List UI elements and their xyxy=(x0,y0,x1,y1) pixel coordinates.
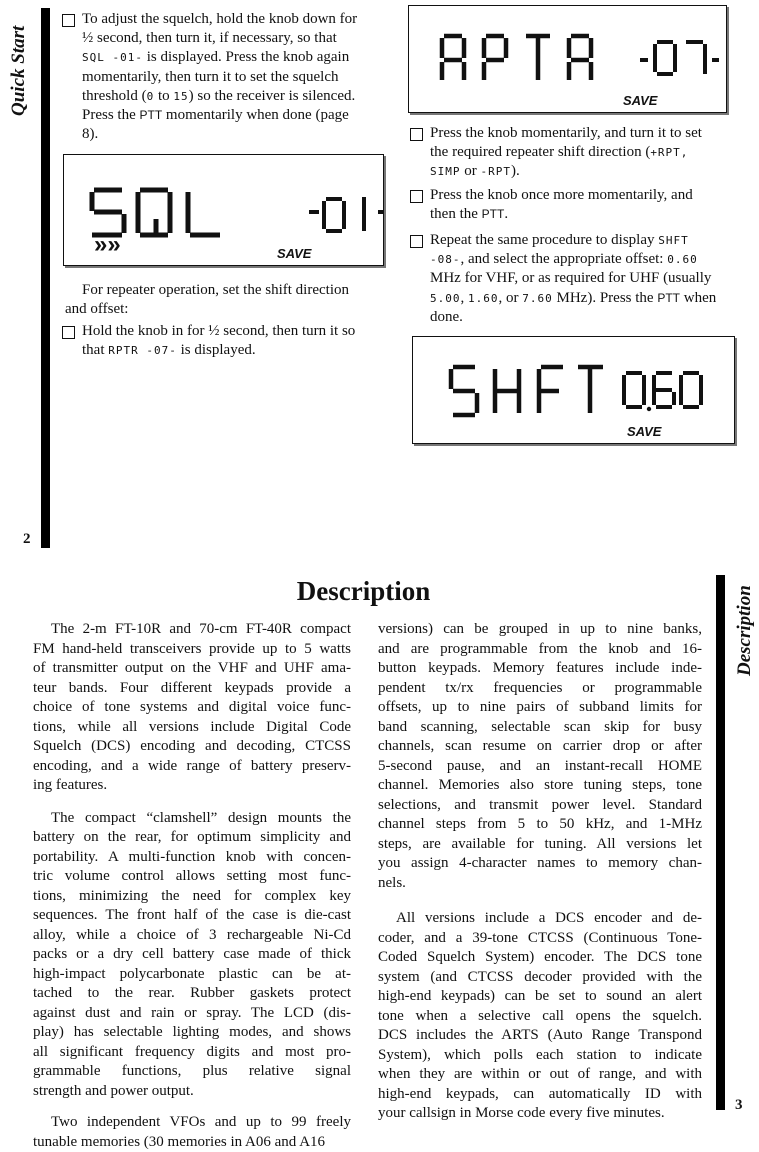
paragraph-line: pendent tx/rx frequencies or programmable xyxy=(378,679,702,699)
step1-line-e1: threshold ( xyxy=(82,88,147,104)
step2-line-b2: is displayed. xyxy=(177,342,256,358)
page-number-right: 3 xyxy=(735,1097,743,1114)
paragraph-line: system (and CTCSS decoder provided with the xyxy=(378,968,702,988)
step5-line-d2: , or xyxy=(499,290,523,306)
step1-line-b: ½ second, then turn it, if necessary, so that xyxy=(82,29,392,48)
description-title: Description xyxy=(0,576,727,607)
lcd-shft-display xyxy=(412,336,735,444)
checkbox-icon xyxy=(410,128,423,141)
paragraph-line: button keypads. Memory features include inde- xyxy=(378,659,702,679)
lcd-signal-arrows: »» xyxy=(94,231,121,259)
step1-line-d: momentarily, then turn it to set the squelch xyxy=(82,68,392,87)
seg-08: -08- xyxy=(430,253,461,266)
paragraph-line: channel. Memories also store tuning steps, tone xyxy=(378,776,702,796)
checkbox-icon xyxy=(62,14,75,27)
step2-line-b1: that xyxy=(82,342,108,358)
paragraph-line: battery on the rear, for optimum simplicity and xyxy=(33,828,351,848)
page-number-left: 2 xyxy=(23,531,31,548)
seg-plus-rpt: +RPT, xyxy=(650,146,688,159)
quick-start-rail xyxy=(41,8,50,548)
step4-line-b1: then the xyxy=(430,206,482,222)
step-press-once-more xyxy=(410,186,740,224)
lcd-rptr-display xyxy=(408,5,727,113)
seg-minus-rpt: -RPT xyxy=(481,165,512,178)
seg-fifteen: 15 xyxy=(173,90,188,103)
step5-line-d4: when xyxy=(680,290,716,306)
description-left-column xyxy=(33,620,351,1152)
ptt-label: PTT xyxy=(657,291,680,305)
paragraph-line: your callsign in Morse code every five minutes. xyxy=(378,1104,702,1124)
paragraph-line: Coded Squelch System) encoder. The DCS tone xyxy=(378,948,702,968)
paragraph-line: high-impact polycarbonate plastic can be at- xyxy=(33,965,351,985)
seg-500: 5.00 xyxy=(430,292,461,305)
paragraph-line: tric volume control allows setting most func- xyxy=(33,867,351,887)
ptt-label: PTT xyxy=(482,207,505,221)
seg-zero: 0 xyxy=(147,90,155,103)
seg-160: 1.60 xyxy=(468,292,499,305)
lcd-rptr-segments xyxy=(409,6,726,112)
seg-060: 0.60 xyxy=(667,253,698,266)
paragraph-line: The 2-m FT-10R and 70-cm FT-40R compact xyxy=(33,620,351,640)
paragraph-line: Two independent VFOs and up to 99 freely xyxy=(33,1113,351,1133)
description-side-label: Description xyxy=(734,585,756,676)
paragraph-line: tached to the rear. Rubber gaskets protect xyxy=(33,984,351,1004)
step-hold-knob xyxy=(62,322,392,360)
step-adjust-squelch xyxy=(62,10,392,144)
step3-line-b1: the required repeater shift direction ( xyxy=(430,144,650,160)
step5-line-e: done. xyxy=(430,308,740,327)
ptt-label: PTT xyxy=(140,108,163,122)
paragraph-line: packs or a dry cell battery case made of thick xyxy=(33,945,351,965)
seg-shft: SHFT xyxy=(658,234,689,247)
paragraph-line: FM hand-held transceivers provide up to 5 watts xyxy=(33,640,351,660)
quick-start-side-label: Quick Start xyxy=(8,26,30,116)
description-right-column xyxy=(378,620,702,1124)
description-paragraph xyxy=(378,909,702,1124)
paragraph-line: coder, and a 39-tone CTCSS (Continuous Tone- xyxy=(378,929,702,949)
step4-line-a: Press the knob once more momentarily, and xyxy=(430,186,740,205)
step-repeat-procedure xyxy=(410,231,740,327)
step2-line-a: Hold the knob in for ½ second, then turn it so xyxy=(82,322,392,341)
lcd-sql-display xyxy=(63,154,384,266)
paragraph-line: against dust and rain or spray. The LCD (dis- xyxy=(33,1004,351,1024)
paragraph-line: Squelch (DCS) encoding and decoding, CTCSS xyxy=(33,737,351,757)
paragraph-line: The compact “clamshell” design mounts the xyxy=(33,809,351,829)
seg-sql-01: SQL -01- xyxy=(82,51,143,64)
paragraph-line: DCS includes the ARTS (Auto Range Transpond xyxy=(378,1026,702,1046)
paragraph-line: All versions include a DCS encoder and de- xyxy=(378,909,702,929)
lcd-shft-segments xyxy=(413,337,734,443)
step5-line-d1: , xyxy=(461,290,469,306)
description-paragraph xyxy=(33,1113,351,1152)
seg-rptr-07: RPTR -07- xyxy=(108,344,177,357)
paragraph-line: you assign 4-character names to memory chan- xyxy=(378,854,702,874)
description-paragraph xyxy=(378,620,702,893)
step1-line-f2: momentarily when done (page xyxy=(162,107,349,123)
paragraph-line: play) has selectable lighting modes, and shows xyxy=(33,1023,351,1043)
step1-line-f1: Press the xyxy=(82,107,140,123)
paragraph-line: encoding, and a wide range of battery preserv- xyxy=(33,757,351,777)
paragraph-line: selections, and transmit power level. Standard xyxy=(378,796,702,816)
step1-line-c: is displayed. Press the knob again xyxy=(143,49,349,65)
paragraph-line: steps, are available for tuning. All versions let xyxy=(378,835,702,855)
repeater-line-b: and offset: xyxy=(65,300,395,319)
repeater-intro xyxy=(65,281,395,319)
step5-line-d3: MHz). Press the xyxy=(553,290,658,306)
paragraph-line: band scanning, selectable scan skip for busy xyxy=(378,718,702,738)
paragraph-line: strength and power output. xyxy=(33,1082,351,1102)
paragraph-line: all significant frequency digits and most pro- xyxy=(33,1043,351,1063)
paragraph-line: choice of tone systems and digital voice func- xyxy=(33,698,351,718)
step-shift-direction xyxy=(410,124,740,182)
paragraph-line: and are programmable from the knob and 16- xyxy=(378,640,702,660)
step3-line-a: Press the knob momentarily, and turn it to set xyxy=(430,124,740,143)
paragraph-line: high-end keypads) can be set to sound an alert xyxy=(378,987,702,1007)
step3-line-c2: ). xyxy=(511,163,520,179)
paragraph-line: tions, while all versions include Digital Code xyxy=(33,718,351,738)
step1-line-g: 8). xyxy=(82,125,392,144)
description-paragraph xyxy=(33,809,351,1102)
step5-line-a1: Repeat the same procedure to display xyxy=(430,232,658,248)
paragraph-line: 5-second pause, and an instant-recall HOME xyxy=(378,757,702,777)
paragraph-line: alloy, while a choice of 3 rechargeable Ni-Cd xyxy=(33,926,351,946)
step4-line-b2: . xyxy=(504,206,508,222)
step5-line-c: MHz for VHF, or as required for UHF (usually xyxy=(430,269,740,288)
paragraph-line: tone when a selective call opens the squelch. xyxy=(378,1007,702,1027)
step3-line-c1: or xyxy=(461,163,481,179)
paragraph-line: offsets, up to nine pairs of subband limits for xyxy=(378,698,702,718)
checkbox-icon xyxy=(62,326,75,339)
paragraph-line: nels. xyxy=(378,874,702,894)
seg-simp: SIMP xyxy=(430,165,461,178)
step1-line-e2: to xyxy=(154,88,173,104)
paragraph-line: grammable functions, plus relative signal xyxy=(33,1062,351,1082)
paragraph-line: of transmitter output on the VHF and UHF ama- xyxy=(33,659,351,679)
repeater-line-a: For repeater operation, set the shift direction xyxy=(65,281,395,300)
lcd-shft-save: SAVE xyxy=(627,424,661,439)
step1-line-a: To adjust the squelch, hold the knob down for xyxy=(82,10,392,29)
paragraph-line: portability. A multi-function knob with concen- xyxy=(33,848,351,868)
description-paragraph xyxy=(33,620,351,796)
paragraph-line: ing features. xyxy=(33,776,351,796)
lcd-rptr-save: SAVE xyxy=(623,93,657,108)
paragraph-line: tions, minimizing the need for complex key xyxy=(33,887,351,907)
paragraph-line: tunable memories (30 memories in A06 and A16 xyxy=(33,1133,351,1152)
checkbox-icon xyxy=(410,190,423,203)
paragraph-line: channel steps from 5 to 50 kHz, and 1-MHz xyxy=(378,815,702,835)
checkbox-icon xyxy=(410,235,423,248)
description-rail xyxy=(716,575,725,1110)
paragraph-line: teur bands. Four different keypads provide a xyxy=(33,679,351,699)
paragraph-line: when they are within or out of range, and with xyxy=(378,1065,702,1085)
step5-line-b1: , and select the appropriate offset: xyxy=(461,251,668,267)
paragraph-line: versions) can be grouped in up to nine banks, xyxy=(378,620,702,640)
paragraph-line: channels, scan resume on carrier drop or after xyxy=(378,737,702,757)
paragraph-line: sequences. The front half of the case is die-cast xyxy=(33,906,351,926)
seg-760: 7.60 xyxy=(522,292,553,305)
step1-line-e3: ) so the receiver is silenced. xyxy=(189,88,356,104)
lcd-sql-save: SAVE xyxy=(277,246,311,261)
paragraph-line: high-end keypads, can automatically ID with xyxy=(378,1085,702,1105)
paragraph-line: System), which polls each station to indicate xyxy=(378,1046,702,1066)
